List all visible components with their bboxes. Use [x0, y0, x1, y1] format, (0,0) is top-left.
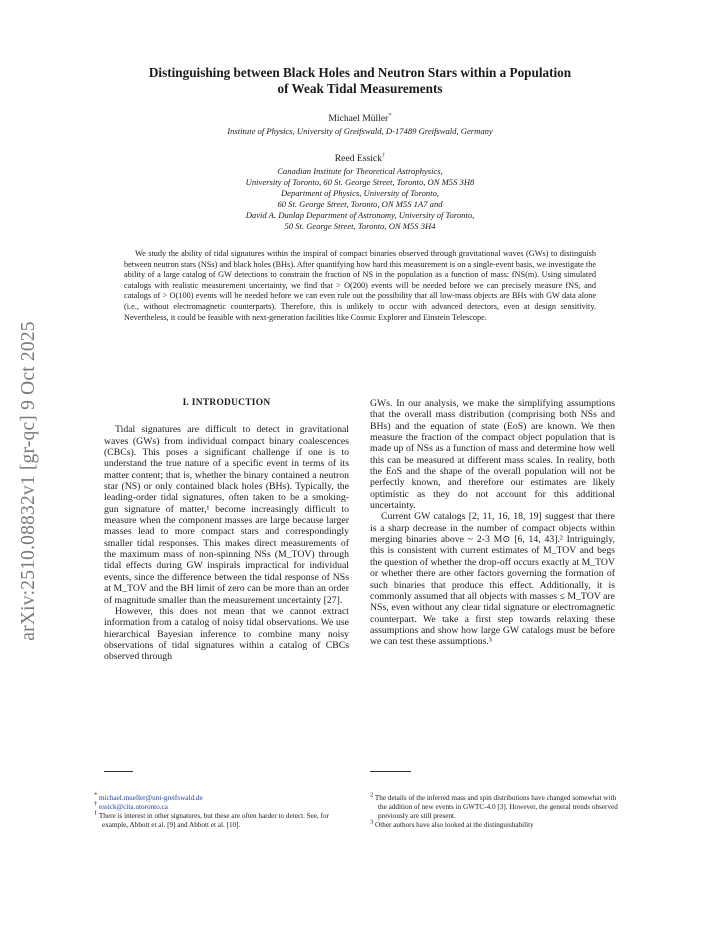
- right-column: [370, 398, 615, 648]
- footnote-2-text: The details of the inferred mass and spin distributions have changed somewhat with the addition of new events in GWTC-4.0 [3]. However, the general trends observed previously are still present.: [374, 794, 618, 821]
- footnote-rule-left: [104, 771, 133, 772]
- left-column: [104, 398, 349, 663]
- abstract: [124, 249, 596, 323]
- arxiv-identifier-stamp: arXiv:2510.08832v1 [gr-qc] 9 Oct 2025: [18, 321, 39, 641]
- affiliation-essick: Canadian Institute for Theoretical Astrophysics, University of Toronto, 60 St. George Street, Toronto, ON M5S 3H8 Department of Physics, University of Toronto, 60 St. George Street, Toronto, ON M5S 1A7 and David A. Dunlap Department of Astronomy, University of Toronto, 50 St. George Street, Toronto, ON M5S 3H4: [245, 166, 475, 231]
- intro-paragraph-3: GWs. In our analysis, we make the simplifying assumptions that the overall mass distribution (comprising both NSs and BHs) and the equation of state (EoS) are known. We then measure the fraction of the compact object population that is made up of NSs as a function of mass and determine how well this can be measured at different mass scales. In reality, both the EoS and the shape of the overall population will not be perfectly known, and therefore our estimates are likely optimistic as they do not account for this additional uncertainty.: [370, 398, 615, 512]
- section-heading-introduction: I. INTRODUCTION: [182, 398, 271, 408]
- footnote-3-text: Other authors have also looked at the distinguishability: [375, 821, 534, 830]
- intro-paragraph-2: However, this does not mean that we cannot extract information from a catalog of noisy tidal observations. We use hierarchical Bayesian inference to combine many noisy observations of tidal signatures within a catalog of CBCs observed through: [104, 605, 349, 663]
- footnote-1-text: There is interest in other signatures, but these are often harder to detect. See, for example, Abbott et al. [9] and Abbott et al. [10].: [98, 812, 330, 830]
- paper-title: Distinguishing between Black Holes and Neutron Stars within a Population of Weak Tidal Measurements: [148, 65, 572, 96]
- email-link-essick[interactable]: essick@cita.utoronto.ca: [99, 803, 168, 812]
- intro-paragraph-1: Tidal signatures are difficult to detect in gravitational waves (GWs) from individual compact binary coalescences (CBCs). This poses a significant challenge if one is to understand the true nature of a specific event in terms of its matter content; that is, whether the binary contained a neutron star (NS) or only contained black holes (BHs). Typically, the leading-order tidal signatures, often taken to be a smoking-gun signature of matter,¹ become increasingly difficult to measure when the component masses are large because larger masses lead to more compact stars and correspondingly smaller tidal responses. This makes direct measurements of the maximum mass of non-spinning NSs (M_TOV) through tidal effects during GW inspirals impractical for individual events, since the difference between the tidal response of NSs at M_TOV and the BH limit of zero can be more than an order of magnitude smaller than the measurement uncertainty [27].: [104, 424, 349, 606]
- abstract-text: We study the ability of tidal signatures within the inspiral of compact binaries observed through gravitational waves (GWs) to distinguish between neutron stars (NSs) and black holes (BHs). After quantifying how hard this measurement is on a single-event basis, we investigate the ability of a large catalog of GW detections to constrain the fraction of NS in the population as a function of mass: fNS(m). Using simulated catalogs with realistic measurement uncertainty, we find that > O(200) events will be needed before we can precisely measure fNS, and catalogs of > O(100) events will be needed before we can even rule out the possibility that all low-mass objects are BHs with GW data alone (i.e., without electromagnetic counterparts). Therefore, this is unlikely to occur with advanced detectors, even at design sensitivity. Nevertheless, it could be feasible with next-generation facilities like Cosmic Explorer and Einstein Telescope.: [124, 249, 596, 322]
- author-essick: Reed Essick†: [334, 151, 386, 164]
- footnotes-right: $^2$ The details of the inferred mass and spin distributions have changed somewhat with the addition of new events in GWTC-4.0 [3]. However, the general trends observed previously are still present. $^3$ Other authors have also looked at the distinguishability: [370, 791, 618, 830]
- affiliation-muller: Institute of Physics, University of Greifswald, D-17489 Greifswald, Germany: [227, 126, 493, 136]
- footnotes-left: * michael.mueller@uni-greifswald.de † essick@cita.utoronto.ca $^1$ There is interest in other signatures, but these are often harder to detect. See, for example, Abbott et al. [9] and Abbott et al. [10].: [94, 791, 330, 830]
- intro-paragraph-4: Current GW catalogs [2, 11, 16, 18, 19] suggest that there is a sharp decrease in the number of compact objects within merging binaries above ~ 2-3 M⊙ [6, 14, 43].² Intriguingly, this is consistent with current estimates of M_TOV and begs the question of whether the drop-off occurs exactly at M_TOV or whether there are other factors governing the formation of such binaries that produce this effect. Additionally, it is commonly assumed that all objects with masses ≤ M_TOV are NSs, even without any clear tidal signature or electromagnetic counterpart. We take a first step towards relaxing these assumptions and show how large GW catalogs must be before we can test these assumptions.³: [370, 511, 615, 648]
- author-muller: Michael Müller*: [328, 111, 392, 124]
- footnote-rule-right: [370, 771, 411, 772]
- email-link-muller[interactable]: michael.mueller@uni-greifswald.de: [99, 794, 203, 802]
